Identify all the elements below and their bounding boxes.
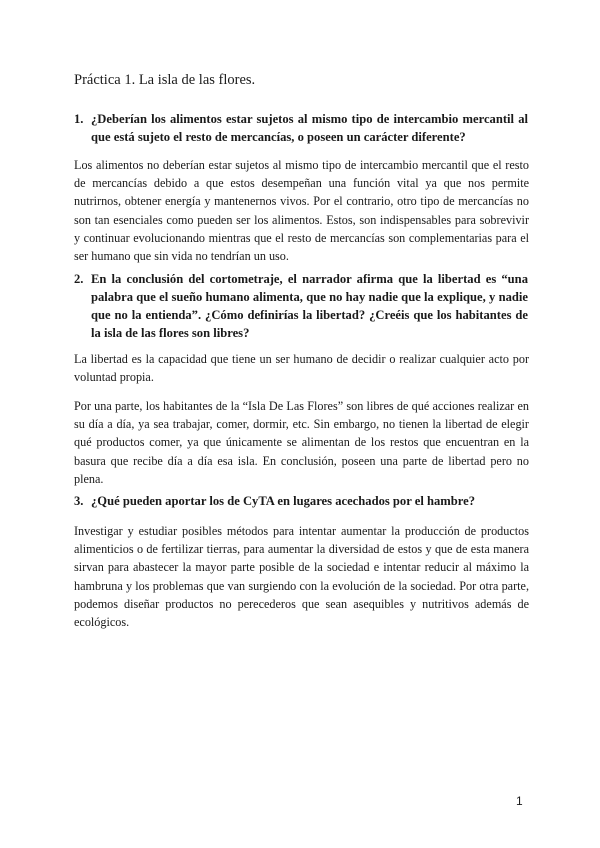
question-1 xyxy=(74,110,528,146)
answer-3-paragraph: Investigar y estudiar posibles métodos para intentar aumentar la producción de productos alimenticios o de fertilizar tierras, para aumentar la diversidad de estos y que de esta manera sirvan para abastecer la mayor parte posible de la sociedad e intentar reducir al máximo la hambruna y los problemas que van surgiendo con la evolución de la sociedad. Por otra parte, podemos diseñar productos no perecederos que sean asequibles y nutritivos además de ecológicos. xyxy=(74,524,529,630)
question-1-number: 1. xyxy=(74,112,84,126)
page-number: 1 xyxy=(516,794,523,808)
answer-2-paragraph-2: Por una parte, los habitantes de la “Isla De Las Flores” son libres de qué acciones realizar en su día a día, ya sea trabajar, comer, dormir, etc. Sin embargo, no tienen la libertad de elegir qué productos comer, ya que únicamente se alimentan de los restos que encuentran en la basura que recibe día a día esa isla. En conclusión, poseen una parte de libertad pero no plena. xyxy=(74,399,529,486)
answer-1-paragraph: Los alimentos no deberían estar sujetos al mismo tipo de intercambio mercantil que el resto de mercancías debido a que estos desempeñan una función vital ya que nos permite nutrirnos, obtener energía y mantenernos vivos. Por el contrario, otro tipo de mercancías no son tan esenciales como pueden ser los alimentos. Estos, son indispensables para sobrevivir y continuar evolucionando mientras que el resto de mercancías son complementarias para el ser humano que sin vida no tendrían un uso. xyxy=(74,158,529,264)
question-3 xyxy=(74,492,528,510)
question-2 xyxy=(74,270,528,342)
question-1-text: ¿Deberían los alimentos estar sujetos al mismo tipo de intercambio mercantil al que está sujeto el resto de mercancías, o poseen un carácter diferente? xyxy=(91,112,528,144)
question-2-number: 2. xyxy=(74,272,84,286)
answer-2-paragraph-1: La libertad es la capacidad que tiene un ser humano de decidir o realizar cualquier acto por voluntad propia. xyxy=(74,352,529,385)
document-title: Práctica 1. La isla de las flores. xyxy=(74,72,256,88)
question-3-text: ¿Qué pueden aportar los de CyTA en lugares acechados por el hambre? xyxy=(91,494,476,508)
question-2-text: En la conclusión del cortometraje, el narrador afirma que la libertad es “una palabra que el sueño humano alimenta, que no hay nadie que la explique, y nadie que no la entienda”. ¿Cómo definirías la libertad? ¿Creéis que los habitantes de la isla de las flores son libres? xyxy=(91,272,528,340)
question-3-number: 3. xyxy=(74,494,84,508)
